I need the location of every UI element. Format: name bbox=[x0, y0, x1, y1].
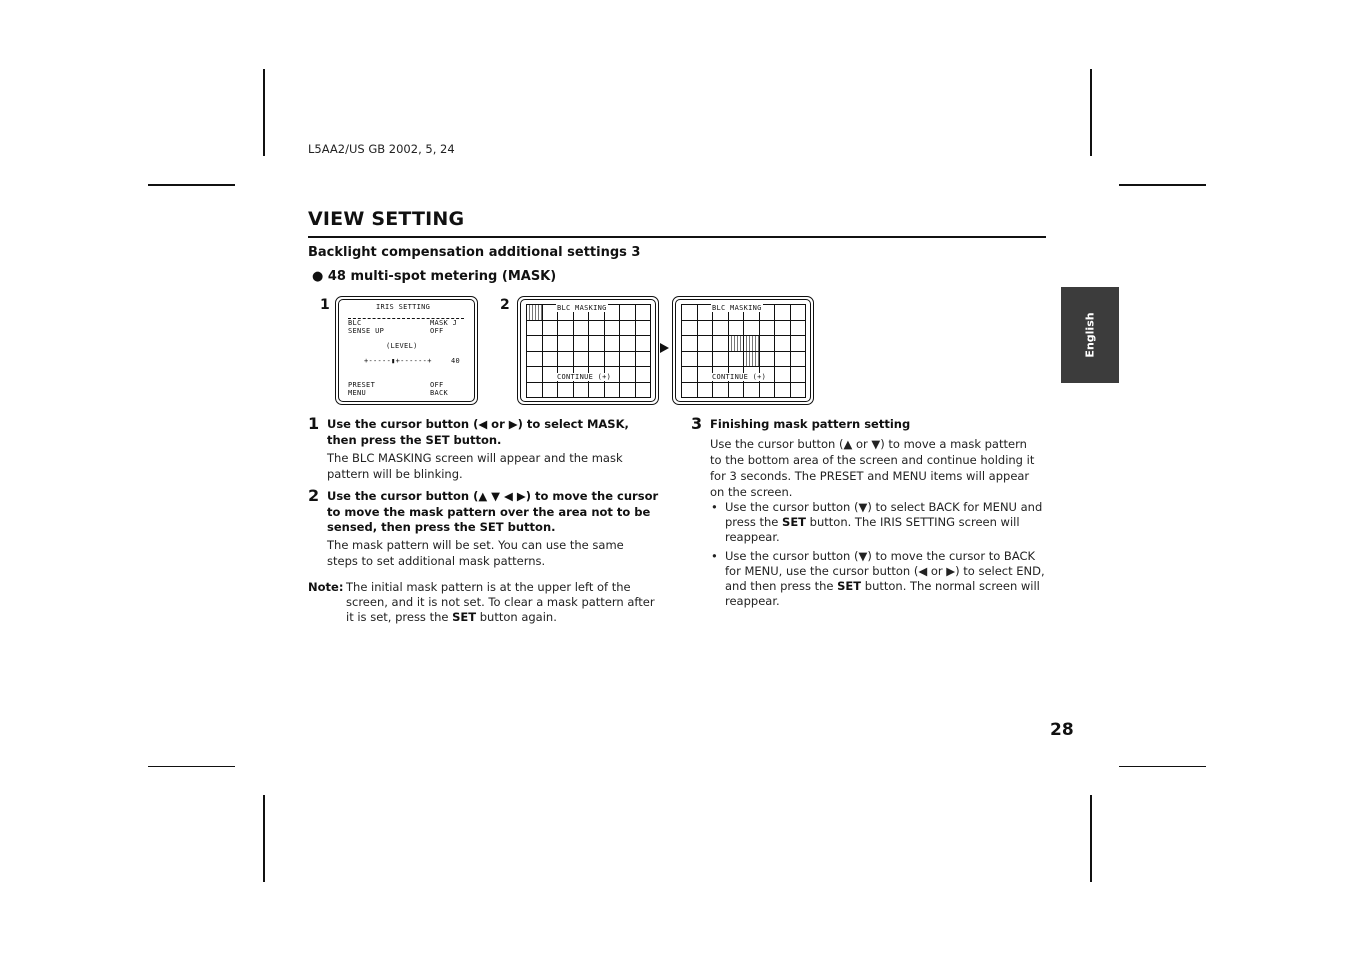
note-text-part: The initial mask pattern is at the upper left of the screen, and it is not set. To clear a mask pattern after it is set, press the bbox=[346, 580, 655, 624]
crop-mark bbox=[1119, 766, 1206, 767]
bullet-heading-text: 48 multi-spot metering (MASK) bbox=[327, 269, 557, 284]
section-subheading: Backlight compensation additional settings 3 bbox=[308, 245, 641, 260]
osd-menu-value: BACK bbox=[430, 389, 449, 397]
step-number: 1 bbox=[308, 414, 320, 433]
document-code: L5AA2/US GB 2002, 5, 24 bbox=[308, 142, 455, 156]
note-text-part: button again. bbox=[476, 610, 557, 624]
step-2-body: The mask pattern will be set. You can use the same steps to set additional mask patterns. bbox=[327, 538, 624, 568]
arrow-right-icon bbox=[660, 343, 669, 353]
osd-level-slider: +-----▮+------+ bbox=[364, 357, 432, 365]
bullet-icon: ● bbox=[312, 269, 328, 284]
language-tab bbox=[1061, 287, 1119, 383]
page-number: 28 bbox=[1050, 720, 1074, 740]
step-number: 2 bbox=[308, 486, 320, 505]
step-3-body: Use the cursor button (▲ or ▼) to move a mask pattern to the bottom area of the screen and continue holding it for 3 seconds. The PRESET and MENU items will appear on the screen. bbox=[710, 437, 1035, 499]
language-tab-label: English bbox=[1083, 312, 1097, 358]
step-1-heading: Use the cursor button (◀ or ▶) to select MASK, then press the SET button. bbox=[327, 417, 629, 447]
crop-mark bbox=[148, 766, 235, 767]
list-item-bold: SET bbox=[782, 515, 807, 529]
osd-senseup-value: OFF bbox=[430, 327, 444, 335]
title-rule bbox=[308, 236, 1046, 238]
note-label: Note: bbox=[308, 580, 344, 594]
page-title: VIEW SETTING bbox=[308, 208, 465, 230]
step-1-body: The BLC MASKING screen will appear and the mask pattern will be blinking. bbox=[327, 451, 623, 481]
osd-continue: CONTINUE (+) bbox=[712, 373, 767, 381]
bullet-heading bbox=[312, 269, 556, 284]
osd-blc-value: MASK J bbox=[430, 319, 458, 327]
step-number: 3 bbox=[691, 414, 703, 433]
osd-level-label: (LEVEL) bbox=[386, 342, 418, 350]
crop-mark bbox=[148, 184, 235, 186]
crop-mark bbox=[263, 795, 265, 882]
figure-number: 2 bbox=[500, 297, 510, 313]
crop-mark bbox=[263, 69, 265, 156]
osd-preset-value: OFF bbox=[430, 381, 444, 389]
crop-mark bbox=[1119, 184, 1206, 186]
mask-cell bbox=[527, 305, 543, 321]
list-item-text: button. The IRIS SETTING screen will reappear. bbox=[725, 515, 1020, 544]
crop-mark bbox=[1090, 69, 1092, 156]
note-text bbox=[346, 580, 656, 625]
list-item-text: Use the cursor button (▼) to select BACK for MENU and press the bbox=[725, 500, 1043, 529]
mask-cell bbox=[744, 352, 760, 368]
list-item-bold: SET bbox=[837, 579, 862, 593]
step-2-heading: Use the cursor button (▲ ▼ ◀ ▶) to move the cursor to move the mask pattern over the area not to be sensed, then press the SET button. bbox=[327, 489, 659, 534]
mask-cell bbox=[729, 336, 745, 352]
figure-number: 1 bbox=[320, 297, 330, 313]
note-text-bold: SET bbox=[452, 610, 477, 624]
list-item-text: button. The normal screen will reappear. bbox=[725, 579, 1040, 608]
mask-cell bbox=[744, 336, 760, 352]
list-item-text: Use the cursor button (▼) to move the cursor to BACK for MENU, use the cursor button (◀ or ▶) to select END, and then press the bbox=[725, 549, 1045, 593]
osd-preset-label: PRESET bbox=[348, 381, 376, 389]
osd-continue: CONTINUE (+) bbox=[557, 373, 612, 381]
osd-title: BLC MASKING bbox=[557, 304, 607, 312]
osd-level-value: 40 bbox=[451, 357, 461, 365]
osd-blc-label: BLC bbox=[348, 319, 362, 327]
list-item bbox=[725, 549, 1045, 609]
osd-senseup-label: SENSE UP bbox=[348, 327, 385, 335]
crop-mark bbox=[1090, 795, 1092, 882]
blc-masking-screen-moved bbox=[672, 296, 814, 405]
blc-masking-screen-initial bbox=[517, 296, 659, 405]
mask-grid bbox=[526, 304, 651, 398]
iris-setting-screen bbox=[335, 296, 478, 405]
osd-title: IRIS SETTING bbox=[376, 303, 431, 311]
mask-grid bbox=[681, 304, 806, 398]
osd-menu-label: MENU bbox=[348, 389, 367, 397]
step-3-heading: Finishing mask pattern setting bbox=[710, 417, 911, 431]
osd-title: BLC MASKING bbox=[712, 304, 762, 312]
list-item bbox=[725, 500, 1043, 545]
